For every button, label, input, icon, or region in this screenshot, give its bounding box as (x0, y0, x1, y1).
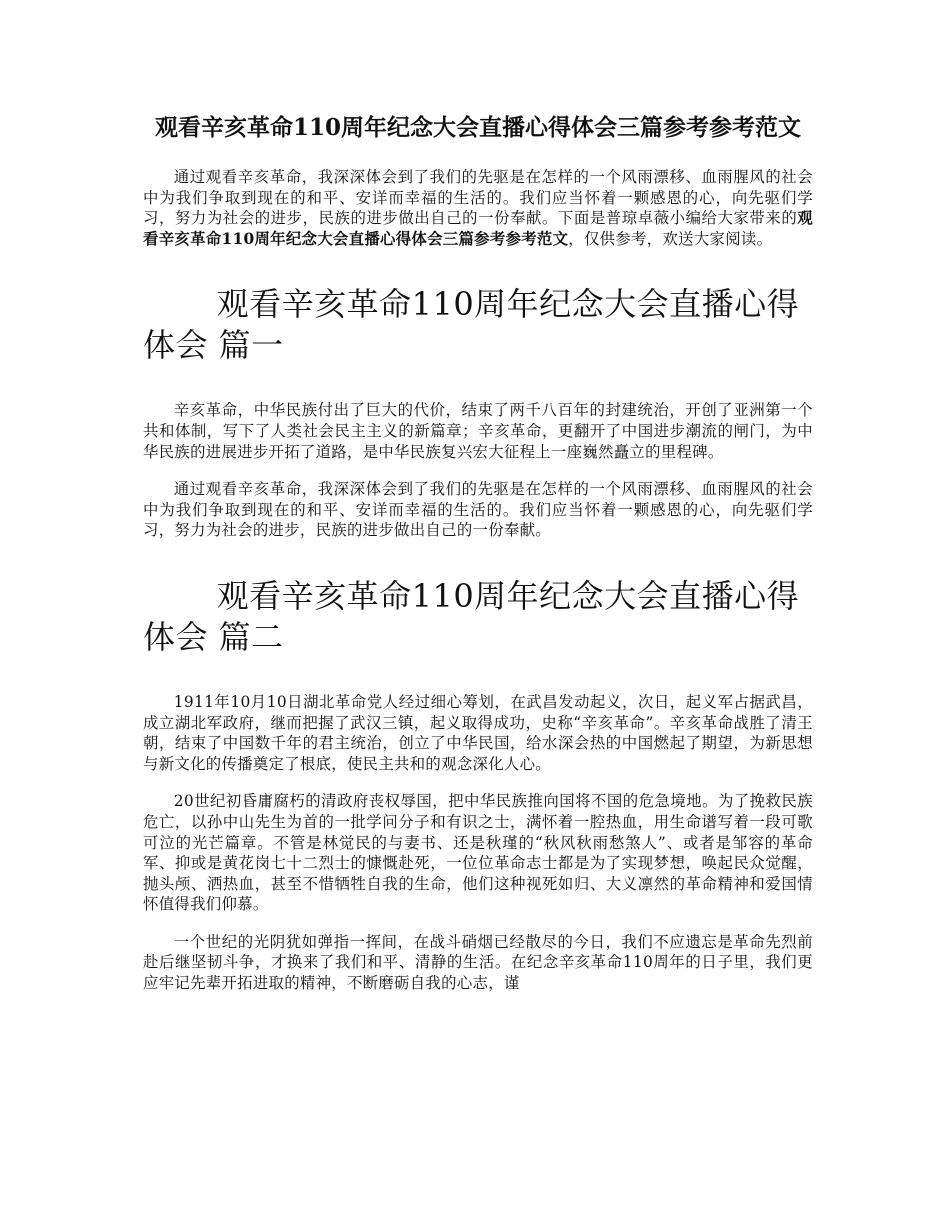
intro-paragraph (143, 167, 813, 249)
section-heading-2: 观看辛亥革命110周年纪念大会直播心得体会 篇二 (143, 576, 800, 656)
intro-bold-title: 观看辛亥革命110周年纪念大会直播心得体会三篇参考参考范文 (143, 209, 813, 248)
document-page (143, 112, 813, 994)
section-1-paragraph-1: 辛亥革命，中华民族付出了巨大的代价，结束了两千八百年的封建统治，开创了亚洲第一个共和体制，写下了人类社会民主主义的新篇章；辛亥革命，更翻开了中国进步潮流的闸门，为中华民族的进展进步开拓了道路，是中华民族复兴宏大征程上一座巍然矗立的里程碑。 (143, 401, 813, 461)
section-2-paragraph-2: 20世纪初昏庸腐朽的清政府丧权辱国，把中华民族推向国将不国的危急境地。为了挽救民族危亡，以孙中山先生为首的一批学问分子和有识之士，满怀着一腔热血，用生命谱写着一段可歌可泣的光芒篇章。不管是林觉民的与妻书、还是秋瑾的“秋风秋雨愁煞人”、或者是邹容的革命军、抑或是黄花岗七十二烈士的慷慨赴死，一位位革命志士都是为了实现梦想，唤起民众觉醒，抛头颅、洒热血，甚至不惜牺牲自我的生命，他们这种视死如归、大义凛然的革命精神和爱国情怀值得我们仰慕。 (143, 792, 813, 914)
intro-closing-text: ，仅供参考，欢送大家阅读。 (568, 229, 773, 248)
intro-text: 通过观看辛亥革命，我深深体会到了我们的先驱是在怎样的一个风雨漂移、血雨腥风的社会中为我们争取到现在的和平、安详而幸福的生活的。我们应当怀着一颗感恩的心，向先驱们学习，努力为社会的进步，民族的进步做出自己的一份奉献。下面是普琼卓薇小编给大家带来的 (143, 168, 813, 228)
document-title: 观看辛亥革命110周年纪念大会直播心得体会三篇参考参考范文 (154, 114, 801, 141)
section-2-paragraph-1: 1911年10月10日湖北革命党人经过细心筹划，在武昌发动起义，次日，起义军占据武昌，成立湖北军政府，继而把握了武汉三镇，起义取得成功，史称“辛亥革命”。辛亥革命战胜了清王朝，结束了中国数千年的君主统治，创立了中华民国，给水深会热的中国燃起了期望，为新思想与新文化的传播奠定了根底，使民主共和的观念深化人心。 (143, 692, 813, 773)
section-2-paragraph-3: 一个世纪的光阴犹如弹指一挥间，在战斗硝烟已经散尽的今日，我们不应遗忘是革命先烈前赴后继坚韧斗争，才换来了我们和平、清静的生活。在纪念辛亥革命110周年的日子里，我们更应牢记先辈开拓进取的精神，不断磨砺自我的心志，谨 (143, 932, 813, 993)
section-heading-1: 观看辛亥革命110周年纪念大会直播心得体会 篇一 (143, 285, 800, 365)
section-1-paragraph-2: 通过观看辛亥革命，我深深体会到了我们的先驱是在怎样的一个风雨漂移、血雨腥风的社会中为我们争取到现在的和平、安详而幸福的生活的。我们应当怀着一颗感恩的心，向先驱们学习，努力为社会的进步，民族的进步做出自己的一份奉献。 (143, 480, 813, 540)
